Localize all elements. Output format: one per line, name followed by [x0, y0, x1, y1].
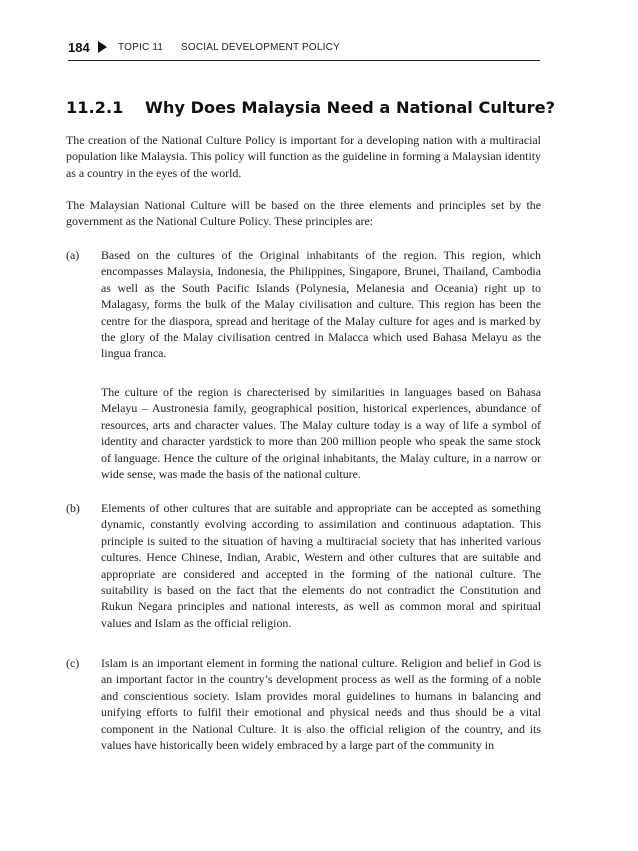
- list-item-text: Based on the cultures of the Original inhabitants of the region. This region, which encompasses Malaysia, Indonesia, the Philippines, Singapore, Brunei, Thailand, Cambodia as well as the South Pacific Islands (Polynesia, Melanesia and Oceania) right up to Malagasy, forms the bulk of the Malay civilisation and culture. This region has been the centre for the diaspora, spread and heritage of the Malay culture for ages and is marked by the glory of the Malay civilisation centred in Malacca which used Bahasa Melayu as the lingua franca.: [101, 248, 541, 361]
- page-number: 184: [68, 40, 90, 55]
- paragraph-principles: The Malaysian National Culture will be based on the three elements and principles set by the government as the National Culture Policy. These principles are:: [66, 198, 541, 229]
- list-item-label: (a): [66, 248, 80, 262]
- list-item-text-continued: The culture of the region is charecterised by similarities in languages based on Bahasa Melayu – Austronesia family, geographical position, historical experiences, abundance of resources, arts and character values. The Malay culture today is a way of life a symbol of identity and character yardstick to more than 200 million people who speak the same stock of language. Hence the culture of the original inhabitants, the Malay culture, in a narrow or wide sense, was made the basis of the national culture.: [101, 385, 541, 482]
- list-item-label: (c): [66, 656, 80, 670]
- header-title: SOCIAL DEVELOPMENT POLICY: [181, 42, 340, 53]
- paragraph-intro: The creation of the National Culture Policy is important for a developing nation with a multiracial population like Malaysia. This policy will function as the guideline in forming a Malaysian identity as a country in the eyes of the world.: [66, 133, 541, 180]
- header-topic: TOPIC 11: [118, 42, 164, 53]
- triangle-arrow-icon: [98, 41, 107, 53]
- section-heading: [66, 98, 556, 117]
- running-header: [68, 36, 540, 61]
- list-item-label: (b): [66, 501, 80, 515]
- list-item-text: Elements of other cultures that are suitable and appropriate can be accepted as something dynamic, constantly evolving according to assimilation and continuous adaptation. This principle is suited to the situation of having a multiracial society that has inherited various cultures. Hence Chinese, Indian, Arabic, Western and other cultures that are suitable and appropriate are considered and accepted in the forming of the national culture. The suitability is based on the fact that the elements do not contradict the Constitution and Rukun Negara principles and national interests, as well as common moral and spiritual values and Islam as the official religion.: [101, 501, 541, 630]
- section-number: 11.2.1: [66, 98, 124, 117]
- section-title: Why Does Malaysia Need a National Culture?: [145, 98, 556, 117]
- list-item-text: Islam is an important element in forming the national culture. Religion and belief in God is an important factor in the country’s development process as well as the forming of a noble and conscientious society. Islam provides moral guidelines to humans in balancing and unifying efforts to fulfil their emotional and physical needs and thus should be a vital component in the National Culture. It is also the official religion of the country, and its values have historically been widely embraced by a large part of the community in: [101, 656, 541, 753]
